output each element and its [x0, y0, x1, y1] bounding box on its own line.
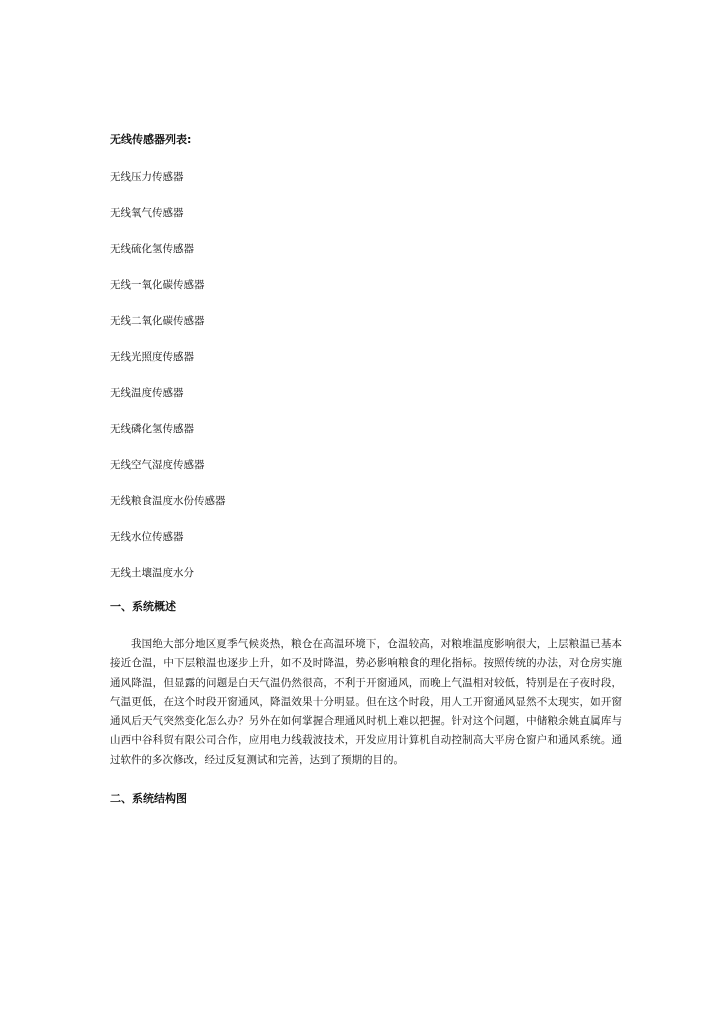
list-item: 无线土壤温度水分 — [110, 567, 194, 579]
list-item: 无线粮食温度水份传感器 — [110, 495, 226, 507]
list-item: 无线空气湿度传感器 — [110, 459, 205, 471]
list-item: 无线二氧化碳传感器 — [110, 315, 205, 327]
list-item: 无线光照度传感器 — [110, 351, 194, 363]
list-item: 无线一氧化碳传感器 — [110, 279, 205, 291]
section2-heading: 二、系统结构图 — [110, 792, 187, 805]
section1-heading: 一、系统概述 — [110, 600, 176, 613]
list-item: 无线磷化氢传感器 — [110, 423, 194, 435]
list-item: 无线压力传感器 — [110, 171, 184, 183]
section1-paragraph: 我国绝大部分地区夏季气候炎热，粮仓在高温环境下，仓温较高，对粮堆温度影响很大，上层粮温已基本接近仓温，中下层粮温也逐步上升，如不及时降温，势必影响粮食的理化指标。按照传统的办法，对仓房实施通风降温，但显露的问题是白天气温仍然很高，不利于开窗通风，而晚上气温相对较低，特别是在子夜时段，气温更低，在这个时段开窗通风，降温效果十分明显。但在这个时段，用人工开窗通风显然不太现实，如开窗通风后天气突然变化怎么办？另外在如何掌握合理通风时机上难以把握。针对这个问题，中储粮余姚直属库与山西中谷科贸有限公司合作，应用电力线载波技术，开发应用计算机自动控制高大平房仓窗户和通风系统。通过软件的多次修改，经过反复测试和完善，达到了预期的目的。 — [110, 638, 622, 766]
sensor-list — [110, 170, 226, 602]
list-item: 无线氧气传感器 — [110, 207, 184, 219]
sensor-list-title: 无线传感器列表: — [110, 133, 192, 146]
list-item: 无线水位传感器 — [110, 531, 184, 543]
list-item: 无线温度传感器 — [110, 387, 184, 399]
list-item: 无线硫化氢传感器 — [110, 243, 194, 255]
